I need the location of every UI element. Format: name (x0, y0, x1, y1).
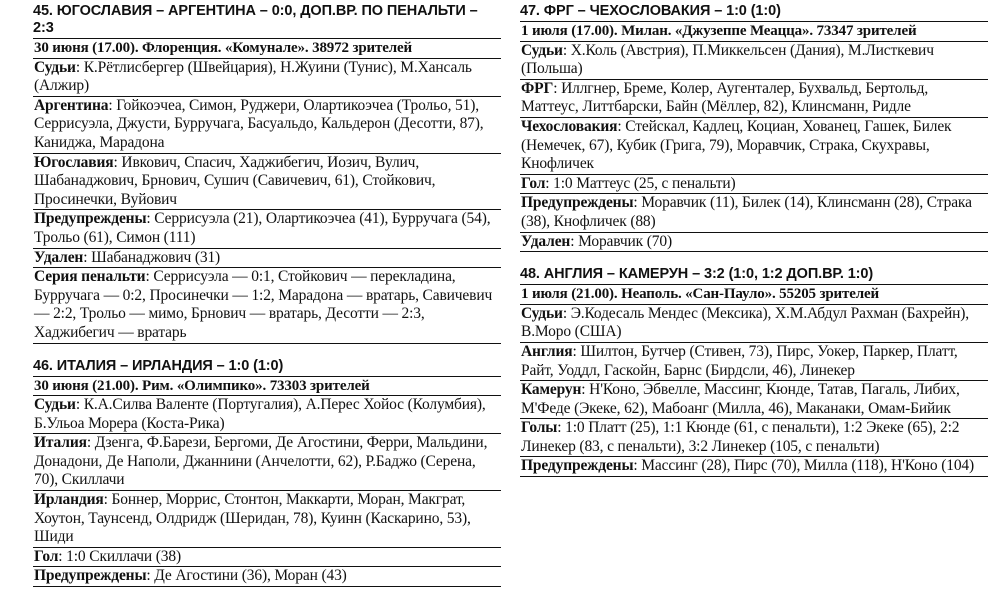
referees-row (33, 59, 501, 97)
lineup-cameroon (520, 381, 988, 419)
row-text: : Шабанаджович (31) (83, 248, 221, 266)
row-label: Серия пенальти (34, 268, 146, 286)
row-label: Удален (521, 232, 571, 250)
goals-row (33, 548, 501, 568)
row-text: : Моравчик (70) (570, 232, 672, 250)
match-date-venue: 30 июня (17.00). Флоренция. «Комунале». 38972 зрителей (33, 39, 501, 59)
row-label: Гол (34, 547, 59, 565)
row-label: ФРГ (521, 79, 554, 97)
row-text: : Де Агостини (36), Моран (43) (146, 567, 347, 585)
row-label: Камерун (521, 381, 582, 399)
row-label: Аргентина (34, 96, 109, 114)
match-46 (33, 358, 501, 588)
lineup-italy (33, 434, 501, 491)
row-label: Предупреждены (34, 210, 147, 228)
lineup-ireland (33, 491, 501, 548)
row-label: Предупреждены (34, 567, 147, 585)
row-text: : Иллгнер, Бреме, Колер, Аугенталер, Бухвальд, Бертольд, Маттеус, Литтбарски, Байн (Мёллер, 82), Клинсманн, Ридле (521, 79, 929, 116)
bookings-row (33, 210, 501, 248)
penalty-shootout-row (33, 268, 501, 343)
match-45 (33, 3, 501, 344)
row-text: : К.Рётлисбергер (Швейцария), Н.Жуини (Тунис), М.Хансаль (Алжир) (34, 58, 472, 95)
row-text: : Серрисуэла (21), Олартикоэчеа (41), Бурручага (54), Трольо (61), Симон (111) (34, 210, 491, 246)
sent-off-row (520, 233, 988, 253)
row-label: Судьи (521, 304, 563, 322)
lineup-argentina (33, 97, 501, 154)
sent-off-row (33, 249, 501, 269)
row-text: : Ивкович, Спасич, Хаджибегич, Иозич, Вулич, Шабанаджович, Брнович, Сушич (Савичевич, 61), Стойкович, Просинечки, Вуйович (34, 153, 436, 208)
bookings-row (520, 457, 988, 477)
row-text: : Шилтон, Бутчер (Стивен, 73), Пирс, Уокер, Паркер, Платт, Райт, Уоддл, Гаскойн, Барнс (Бирдсли, 46), Линекер (521, 342, 958, 379)
row-label: Югославия (34, 153, 114, 171)
row-label: Голы (521, 419, 558, 437)
row-label: Предупреждены (521, 457, 634, 475)
row-text: : Боннер, Моррис, Стонтон, Маккарти, Моран, Макграт, Хоутон, Таунсенд, Олдридж (Шеридан, 78), Куинн (Каскарино, 53), Шиди (34, 491, 471, 546)
match-48 (520, 266, 988, 477)
lineup-yugoslavia (33, 154, 501, 211)
lineup-england (520, 343, 988, 381)
bookings-row (520, 194, 988, 232)
row-text: : Х.Коль (Австрия), П.Миккельсен (Дания), М.Листкевич (Польша) (521, 41, 934, 78)
match-title: 47. ФРГ – ЧЕХОСЛОВАКИЯ – 1:0 (1:0) (520, 3, 988, 22)
match-date-venue: 30 июня (21.00). Рим. «Олимпико». 73303 зрителей (33, 377, 501, 397)
row-text: : Стейскал, Кадлец, Коциан, Хованец, Гашек, Билек (Немечек, 67), Кубик (Грига, 79), Моравчик, Страка, Скухравы, Кнофличек (521, 117, 952, 173)
row-label: Судьи (34, 58, 76, 76)
row-label: Ирландия (34, 491, 104, 509)
row-text: : Моравчик (11), Билек (14), Клинсманн (28), Страка (38), Кнофличек (88) (521, 194, 972, 230)
row-text: : Массинг (28), Пирс (70), Милла (118), Н'Коно (104) (633, 457, 975, 475)
match-title: 46. ИТАЛИЯ – ИРЛАНДИЯ – 1:0 (1:0) (33, 358, 501, 377)
lineup-czechoslovakia (520, 118, 988, 175)
row-label: Италия (34, 434, 87, 452)
row-text: : К.А.Силва Валенте (Португалия), А.Перес Хойос (Колумбия), Б.Ульоа Морера (Коста-Рика) (34, 396, 486, 432)
row-text: : Э.Кодесаль Мендес (Мексика), Х.М.Абдул Рахман (Бахрейн), В.Моро (США) (521, 304, 970, 341)
row-label: Судьи (521, 41, 563, 59)
row-label: Гол (521, 174, 546, 192)
match-date-venue: 1 июля (21.00). Неаполь. «Сан-Пауло». 55205 зрителей (520, 285, 988, 305)
match-date-venue: 1 июля (17.00). Милан. «Джузеппе Меацца». 73347 зрителей (520, 22, 988, 42)
row-label: Удален (34, 248, 84, 266)
right-column (520, 3, 988, 491)
row-text: : Гойкоэчеа, Симон, Руджери, Олартикоэчеа (Трольо, 51), Серрисуэла, Джусти, Бурручага, Басуальдо, Кальдерон (Десотти, 87), Каниджа, Марадона (34, 96, 484, 151)
left-column (33, 3, 501, 601)
row-text: : 1:0 Платт (25), 1:1 Кюнде (61, с пенальти), 1:2 Экеке (65), 2:2 Линекер (83, с пенальти), 3:2 Линекер (105, с пенальти) (521, 419, 960, 455)
goals-row (520, 175, 988, 195)
row-label: Судьи (34, 396, 76, 414)
row-text: : 1:0 Маттеус (25, с пенальти) (545, 174, 736, 192)
match-title: 48. АНГЛИЯ – КАМЕРУН – 3:2 (1:0, 1:2 ДОП.ВР. 1:0) (520, 266, 988, 285)
referees-row (33, 396, 501, 434)
row-label: Предупреждены (521, 194, 634, 212)
row-text: : Н'Коно, Эбвелле, Массинг, Кюнде, Татав, Пагаль, Либих, М'Феде (Экеке, 62), Мабоанг (Милла, 46), Маканаки, Омам-Бийик (521, 381, 960, 417)
row-label: Англия (521, 342, 573, 360)
referees-row (520, 42, 988, 80)
match-47 (520, 3, 988, 252)
row-text: : Серрисуэла — 0:1, Стойкович — перекладина, Бурручага — 0:2, Просинечки — 1:2, Марадона — вратарь, Савичевич — 2:2, Трольо — мимо, Брнович — вратарь, Десотти — 2:3, Хаджибегич — вратарь (34, 268, 493, 341)
lineup-west-germany (520, 80, 988, 118)
row-text: : Дзенга, Ф.Барези, Бергоми, Де Агостини, Ферри, Мальдини, Донадони, Де Наполи, Джаннини (Анчелотти, 62), Р.Баджо (Серена, 70), Скиллачи (34, 434, 488, 489)
match-title: 45. ЮГОСЛАВИЯ – АРГЕНТИНА – 0:0, ДОП.ВР. ПО ПЕНАЛЬТИ – 2:3 (33, 3, 501, 39)
goals-row (520, 419, 988, 457)
referees-row (520, 305, 988, 343)
row-label: Чехословакия (521, 117, 618, 135)
bookings-row (33, 567, 501, 587)
row-text: : 1:0 Скиллачи (38) (58, 547, 181, 565)
